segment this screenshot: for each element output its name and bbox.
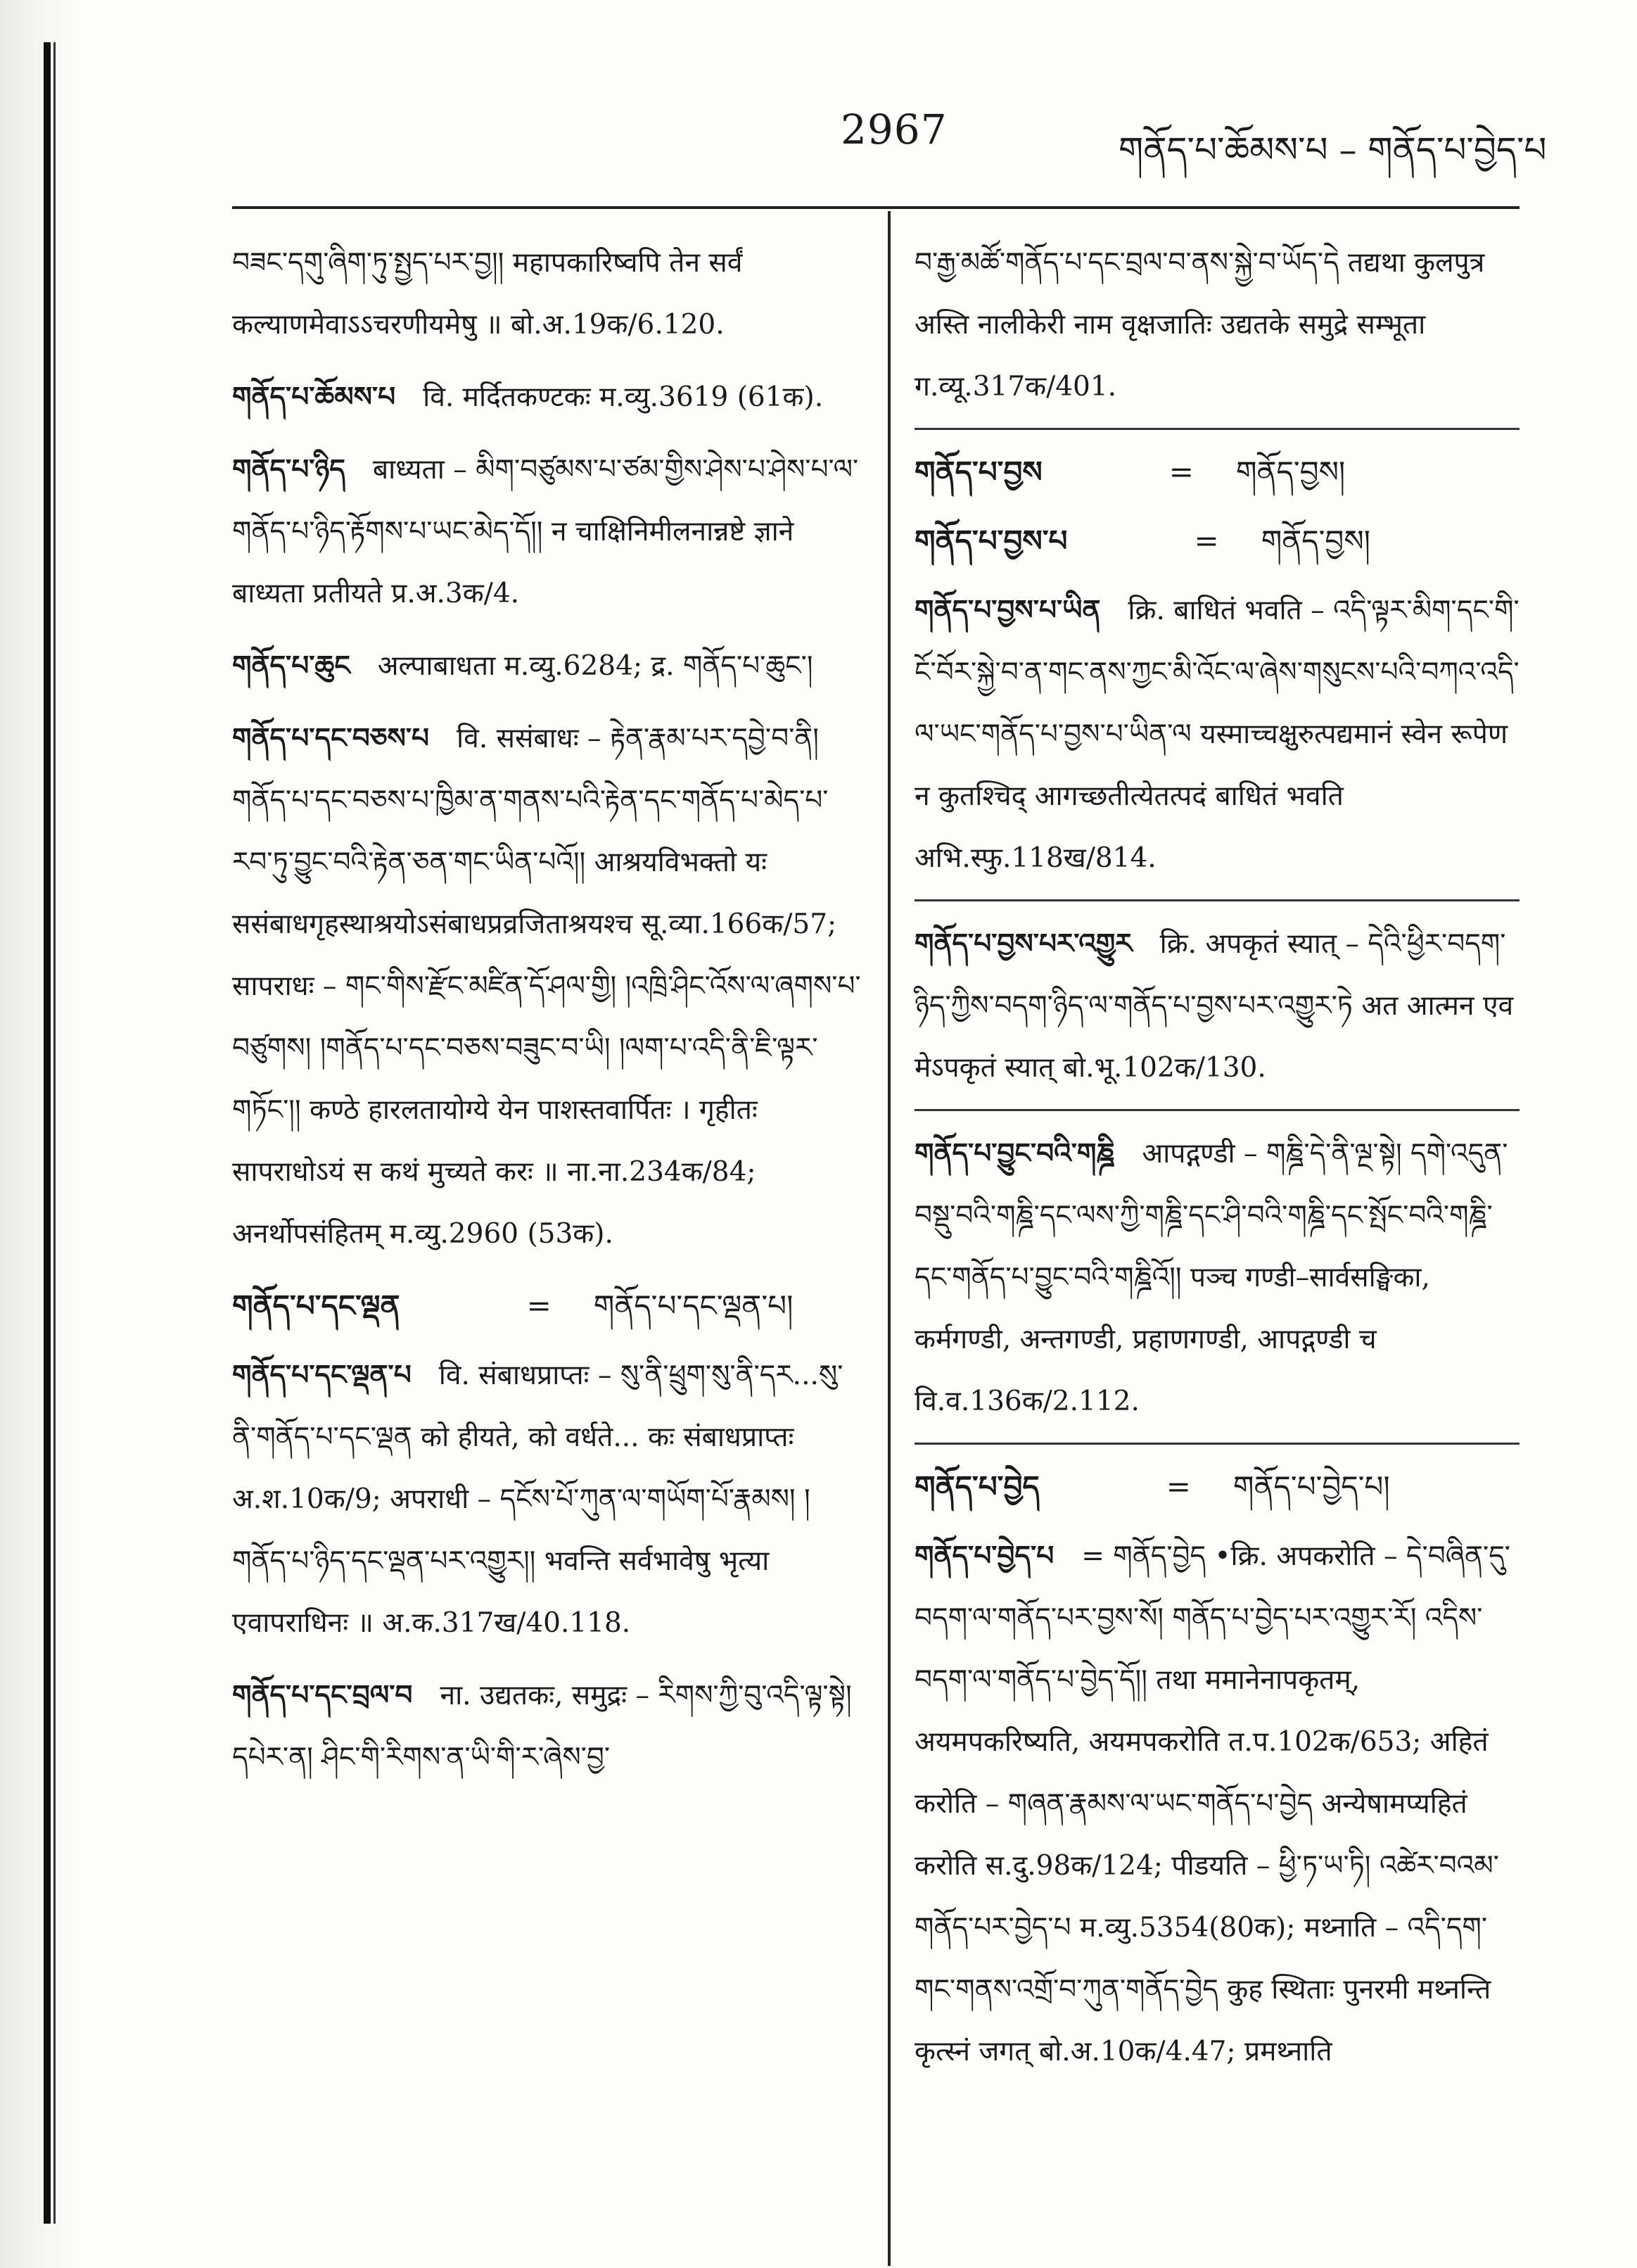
entry-definition: ना. उद्यतकः, समुद्रः – རིགས་ཀྱི་བུ་འདི་ལྟ་སྟེ། དཔེར་ན། ཤིང་གི་རིགས་ན་ཡི་གི་ར་ཞེས་བྱ་ [232, 1680, 852, 1773]
dictionary-entry [915, 1109, 1520, 1433]
entry-headword: གནོད་པ་བྱེད [915, 1469, 1040, 1504]
binding-rule [44, 42, 51, 2224]
cross-reference-target: གནོད་བྱས། [1261, 524, 1371, 558]
right-column [915, 232, 1520, 2093]
entry-definition: वि. संबाधप्राप्तः – སུ་ནི་ཕྲུག་སུ་ནི་དར...སུ་ནི་གནོད་པ་དང་ལྡན को हीयते, को वर्धते... कः संबाधप्राप्तः अ.श.10क/9; अपराधी – དངོས་པོ་ཀུན་ལ་གཡོག་པོ་རྣམས། །གནོད་པ་ཉིད་དང་ལྡན་པར་འགྱུར།། भवन्ति सर्वभावेषु भृत्या एवापराधिनः ॥ अ.क.317ख/40.118. [232, 1360, 843, 1639]
entry-definition: वि. मर्दितकण्टकः म.व्यु.3619 (61क). [423, 381, 824, 413]
entry-headword: གནོད་པ་བྱས་པ [915, 524, 1068, 558]
book-binding-shadow [0, 0, 84, 2268]
entry-headword: གནོད་པ་དང་ལྡན་པ [232, 1359, 412, 1391]
dictionary-entry [232, 1344, 865, 1654]
dictionary-entry [232, 438, 865, 625]
equals-sign: = [1166, 1469, 1191, 1504]
equals-sign: = [526, 1288, 552, 1323]
entry-definition: अल्पाबाधता म.व्यु.6284; द्र. གནོད་པ་ཆུང་། [377, 650, 813, 682]
running-head: གནོད་པ་ཆོམས་པ – གནོད་པ་བྱེད་པ [1119, 129, 1547, 170]
entry-definition: वि. ससंबाधः – རྟེན་རྣམ་པར་དབྱེ་བ་ནི། གནོད་པ་དང་བཅས་པ་ཁྱིམ་ན་གནས་པའི་རྟེན་དང་གནོད་པ་མེད་པ་རབ་ཏུ་བྱུང་བའི་རྟེན་ཅན་གང་ཡིན་པའོ།། आश्रयविभक्तो यः ससंबाधगृहस्थाश्रयोऽसंबाधप्रव्रजिताश्रयश्च सू.व्या.166क/57; सापराधः – གང་གིས་རྫོང་མཛིན་དོ་ཤལ་གྱི། །འཁྲི་ཤིང་འོས་ལ་ཞགས་པ་བཙུགས། །གནོད་པ་དང་བཅས་བཟུང་བ་ཡི། །ལག་པ་འདི་ནི་ཇི་ལྟར་གཏོང་།། कण्ठे हारलतायोग्ये येन पाशस्तवार्पितः । गृहीतः सापराधोऽयं स कथं मुच्यते करः ॥ ना.ना.234क/84; अनर्थोपसंहितम् म.व्यु.2960 (53क). [232, 723, 861, 1250]
cross-reference-target: གནོད་བྱས། [1235, 455, 1346, 489]
cross-reference-entry [915, 1443, 1520, 1518]
binding-rule-thin [53, 42, 56, 2224]
dictionary-entry [232, 635, 865, 697]
dictionary-entry [915, 232, 1520, 418]
entry-headword: གནོད་པ་བྱས [915, 455, 1043, 489]
entry-definition: बाध्यता – མིག་བཙུམས་པ་ཙམ་གྱིས་ཤེས་པ་ཤེས་པ་ལ་གནོད་པ་ཉིད་རྟོགས་པ་ཡང་མེད་དོ།། न चाक्षिनिमीलनान्नष्टे ज्ञाने बाध्यता प्रतीयते प्र.अ.3क/4. [232, 454, 859, 609]
equals-sign: = [1194, 524, 1219, 558]
cross-reference-entry [915, 510, 1520, 572]
equals-sign: = [1168, 455, 1194, 489]
entry-headword: གནོད་པ་དང་བྲལ་བ [232, 1679, 413, 1711]
entry-headword: གནོད་པ་བྱས་པ་ཡིན [915, 594, 1101, 626]
dictionary-entry [915, 1525, 1520, 2083]
header-rule [232, 206, 1520, 209]
dictionary-entry [915, 899, 1520, 1099]
entry-headword: གནོད་པ་དང་ལྡན [232, 1288, 400, 1323]
column-divider [888, 211, 891, 2266]
entry-definition: आपद्गण्डी – གཎྜི་དེ་ནི་ལྔ་སྟེ། དགེ་འདུན་བསྡུ་བའི་གཎྜི་དང་ལས་ཀྱི་གཎྜི་དང་ཤི་བའི་གཎྜི་དང་སྤོང་བའི་གཎྜི་དང་གནོད་པ་བྱུང་བའི་གཎྜིའོ།། पञ्च गण्डी–सार्वसङ्घिका, कर्मगण्डी, अन्तगण्डी, प्रहाणगण्डी, आपद्गण्डी च वि.व.136क/2.112. [915, 1138, 1508, 1417]
left-column [232, 232, 865, 1799]
entry-definition: क्रि. बाधितं भवति – འདི་ལྟར་མིག་དང་གི་ངོ་བོར་སྐྱེ་བ་ན་གང་ནས་ཀྱང་མི་འོང་ལ་ཞེས་གསུངས་པའི་བཀའ་འདི་ལ་ཡང་གནོད་པ་བྱས་པ་ཡིན་ལ यस्माच्चक्षुरुत्पद्यमानं स्वेन रूपेण न कुतश्चिद् आगच्छतीत्येतत्पदं बाधितं भवति अभि.स्फु.118ख/814. [915, 595, 1520, 874]
entry-definition: བཟང་དགུ་ཞིག་ཏུ་སྤྱད་པར་བྱ།། महापकारिष्वपि तेन सर्वं कल्याणमेवाऽऽचरणीयमेषु ॥ बो.अ.19क/6.120. [232, 247, 743, 341]
entry-headword: གནོད་པ་བྱས་པར་འགྱུར [915, 927, 1133, 960]
cross-reference-target: གནོད་པ་བྱེད་པ། [1232, 1469, 1390, 1504]
entry-definition: བ་རྒྱ་མཚོ་གནོད་པ་དང་བྲལ་བ་ནས་སྐྱེ་བ་ཡོད་དེ तद्यथा कुलपुत्र अस्ति नालीकेरी नाम वृक्षजातिः उद्यतके समुद्रे सम्भूता ग.व्यू.317क/401. [915, 247, 1485, 403]
cross-reference-entry [915, 428, 1520, 503]
entry-headword: གནོད་པ་བྱེད་པ [915, 1540, 1055, 1572]
cross-reference-entry [232, 1275, 865, 1337]
entry-definition: क्रि. अपकृतं स्यात् – དེའི་ཕྱིར་བདག་ཉིད་ཀྱིས་བདག་ཉིད་ལ་གནོད་པ་བྱས་པར་འགྱུར་ཏེ अत आत्मन एव मेऽपकृतं स्यात् बो.भू.102क/130. [915, 928, 1514, 1084]
dictionary-entry [232, 707, 865, 1265]
cross-reference-target: གནོད་པ་དང་ལྡན་པ། [593, 1288, 794, 1323]
dictionary-entry [915, 579, 1520, 889]
entry-headword: གནོད་པ་དང་བཅས་པ [232, 722, 430, 754]
entry-headword: གནོད་པ་ཆུང [232, 650, 350, 682]
entry-headword: གནོད་པ་ཉིད [232, 453, 345, 486]
entry-headword: གནོད་པ་ཆོམས་པ [232, 381, 396, 413]
dictionary-entry [232, 1664, 865, 1789]
dictionary-entry [232, 232, 865, 356]
dictionary-entry [232, 366, 865, 429]
entry-definition: = གནོད་བྱེད •क्रि. अपकरोति – དེ་བཞིན་དུ་བདག་ལ་གནོད་པར་བྱས་སོ། གནོད་པ་བྱེད་པར་འགྱུར་རོ། འདིས་བདག་ལ་གནོད་པ་བྱེད་དོ།། तथा ममानेनापकृतम्, अयमपकरिष्यति, अयमपकरोति त.प.102क/653; अहितं करोति – གཞན་རྣམས་ལ་ཡང་གནོད་པ་བྱེད अन्येषामप्यहितं करोति स.दु.98क/124; पीडयति – ཕྱི་ཏ་ཡ་ཏི། འཚེར་བའམ་གནོད་པར་བྱེད་པ म.व्यु.5354(80क); मथ्नाति – འདི་དག་གང་གནས་འགྲོ་བ་ཀུན་གནོད་བྱེད कुह स्थिताः पुनरमी मथ्नन्ति कृत्स्नं जगत् बो.अ.10क/4.47; प्रमथ्नाति [915, 1540, 1510, 2067]
entry-headword: གནོད་པ་བྱུང་བའི་གཎྜི [915, 1137, 1115, 1170]
page-number: 2967 [841, 106, 948, 153]
